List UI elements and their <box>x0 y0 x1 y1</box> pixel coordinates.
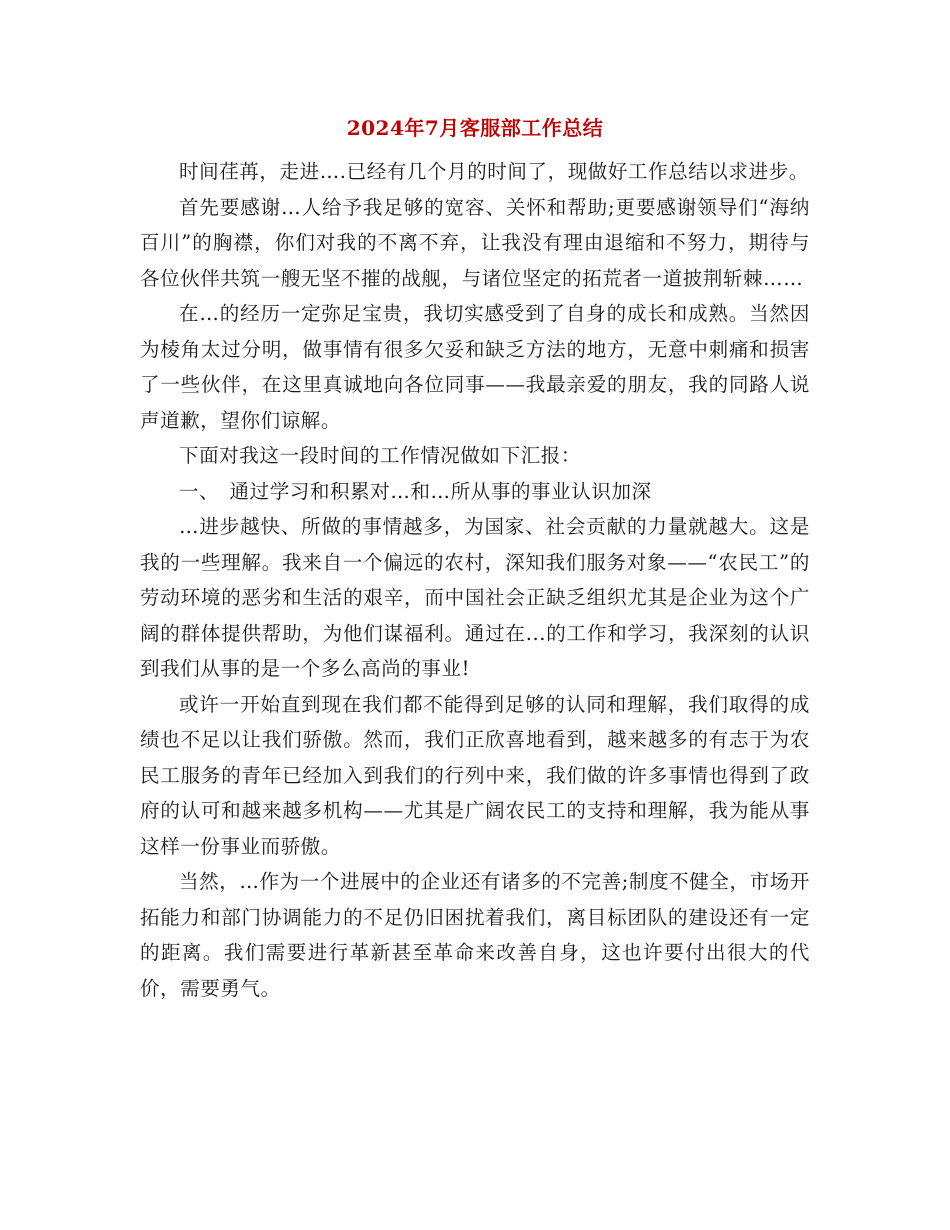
section-heading-1: 一、 通过学习和积累对…和…所从事的事业认识加深 <box>179 479 652 503</box>
paragraph-report-intro: 下面对我这一段时间的工作情况做如下汇报： <box>179 444 582 467</box>
document-page <box>140 108 810 1006</box>
paragraph-thanks: 首先要感谢…人给予我足够的宽容、关怀和帮助;更要感谢领导们“海纳百川”的胸襟，你们对我的不离不弃，让我没有理由退缩和不努力，期待与各位伙伴共筑一艘无坚不摧的战舰，与诸位坚定的拓荒者一道披荆斩棘…… <box>140 195 810 290</box>
paragraph-recognition: 或许一开始直到现在我们都不能得到足够的认同和理解，我们取得的成绩也不足以让我们骄傲。然而，我们正欣喜地看到，越来越多的有志于为农民工服务的青年已经加入到我们的行列中来，我们做的许多事情也得到了政府的认可和越来越多机构——尤其是广阔农民工的支持和理解，我为能从事这样一份事业而骄傲。 <box>140 692 810 858</box>
paragraph-experience: 在…的经历一定弥足宝贵，我切实感受到了自身的成长和成熟。当然因为棱角太过分明，做事情有很多欠妥和缺乏方法的地方，无意中刺痛和损害了一些伙伴，在这里真诚地向各位同事——我最亲爱的朋友，我的同路人说声道歉，望你们谅解。 <box>140 302 810 432</box>
paragraph-understanding: …进步越快、所做的事情越多，为国家、社会贡献的力量就越大。这是我的一些理解。我来自一个偏远的农村，深知我们服务对象——“农民工”的劳动环境的恶劣和生活的艰辛，而中国社会正缺乏组织尤其是企业为这个广阔的群体提供帮助，为他们谋福利。通过在...的工作和学习，我深刻的认识到我们从事的是一个多么高尚的事业! <box>140 515 810 680</box>
paragraph-intro: 时间荏苒，走进….已经有几个月的时间了，现做好工作总结以求进步。 <box>179 160 809 183</box>
document-title: 2024年7月客服部工作总结 <box>346 116 604 140</box>
paragraph-improvement: 当然，…作为一个进展中的企业还有诸多的不完善;制度不健全，市场开拓能力和部门协调能力的不足仍旧困扰着我们，离目标团队的建设还有一定的距离。我们需要进行革新甚至革命来改善自身，这也许要付出很大的代价，需要勇气。 <box>140 870 810 1000</box>
